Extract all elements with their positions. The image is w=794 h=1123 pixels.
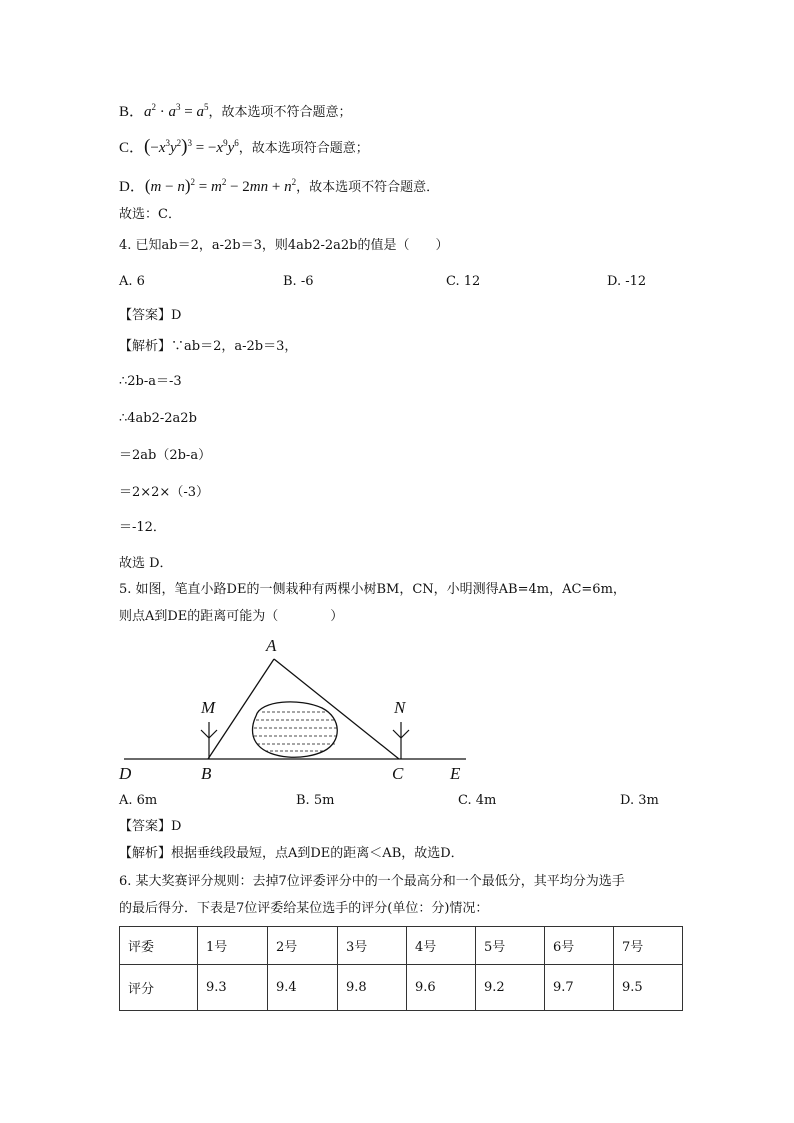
- q4-analysis-line: ＝2×2×（-3）: [119, 485, 209, 500]
- option-b-solution: B．$a^2 \cdot a^3 = a^5$，故本选项不符合题意；: [119, 102, 352, 120]
- label-a: A: [266, 636, 277, 655]
- tree-n: [393, 722, 409, 759]
- table-header-cell: 7号: [614, 927, 683, 965]
- q5-stem-line2: 则点A到DE的距离可能为（ ）: [119, 609, 344, 624]
- q4-analysis-line: ∴2b-a＝-3: [119, 374, 182, 389]
- q5-stem-line1: 5. 如图，笔直小路DE的一侧栽种有两棵小树BM，CN，小明测得AB=4m，AC=6m，: [119, 582, 626, 597]
- q4-analysis-line: ＝2ab（2b-a）: [119, 448, 212, 463]
- q6-stem-line1: 6. 某大奖赛评分规则：去掉7位评委评分中的一个最高分和一个最低分，其平均分为选手: [119, 874, 625, 889]
- q4-option-c: C. 12: [446, 274, 481, 289]
- pond-shape: [253, 702, 338, 757]
- label-c: C: [392, 764, 404, 783]
- q4-analysis-line: 故选 D．: [119, 556, 173, 571]
- table-header-cell: 5号: [476, 927, 545, 965]
- label-e: E: [450, 764, 461, 783]
- table-row: [120, 965, 683, 1011]
- tree-m: [201, 722, 217, 759]
- q5-figure: [110, 630, 480, 790]
- q5-option-d: D. 3m: [620, 793, 659, 808]
- q4-option-a: A. 6: [119, 274, 145, 289]
- table-header-cell: 4号: [407, 927, 476, 965]
- q6-stem-line2: 的最后得分．下表是7位评委给某位选手的评分(单位：分)情况：: [119, 901, 489, 916]
- q4-analysis-line: ∴4ab2-2a2b: [119, 411, 197, 426]
- label-d: D: [119, 764, 132, 783]
- table-row: [120, 927, 683, 965]
- q3-conclusion: 故选：C．: [119, 207, 181, 222]
- score-table: [119, 926, 683, 1011]
- table-header-cell: 6号: [545, 927, 614, 965]
- table-cell: 9.2: [476, 965, 545, 1011]
- table-header-cell: 2号: [268, 927, 338, 965]
- q4-stem: 4. 已知ab＝2，a-2b＝3，则4ab2-2a2b的值是（ ）: [119, 238, 449, 253]
- option-d-solution: D．$(m - n)^2 = m^2 - 2mn + n^2$，故本选项不符合题意．: [119, 176, 440, 195]
- table-header-cell: 评委: [120, 927, 198, 965]
- label-n: N: [394, 698, 406, 717]
- table-cell: 9.6: [407, 965, 476, 1011]
- table-header-cell: 3号: [338, 927, 407, 965]
- q4-answer: 【答案】D: [119, 308, 182, 323]
- label-m: M: [201, 698, 216, 717]
- table-cell: 9.3: [198, 965, 268, 1011]
- table-cell: 9.5: [614, 965, 683, 1011]
- table-cell: 9.7: [545, 965, 614, 1011]
- table-header-cell: 1号: [198, 927, 268, 965]
- pond-hatching: [254, 712, 339, 751]
- table-cell: 9.8: [338, 965, 407, 1011]
- q5-option-b: B. 5m: [296, 793, 335, 808]
- q4-option-b: B. -6: [283, 274, 314, 289]
- label-b: B: [201, 764, 212, 783]
- q5-answer: 【答案】D: [119, 819, 182, 834]
- q4-option-d: D. -12: [607, 274, 647, 289]
- q4-analysis-line: 【解析】∵ab＝2，a-2b＝3，: [119, 339, 298, 354]
- q4-analysis-line: ＝-12．: [119, 520, 166, 535]
- option-c-solution: C．$(-x^3y^2)^3 = -x^9y^6$，故本选项符合题意；: [119, 136, 369, 157]
- q5-option-a: A. 6m: [119, 793, 158, 808]
- table-cell: 9.4: [268, 965, 338, 1011]
- q5-analysis: 【解析】根据垂线段最短，点A到DE的距离＜AB，故选D．: [119, 846, 464, 861]
- table-cell: 评分: [120, 965, 198, 1011]
- q5-option-c: C. 4m: [458, 793, 497, 808]
